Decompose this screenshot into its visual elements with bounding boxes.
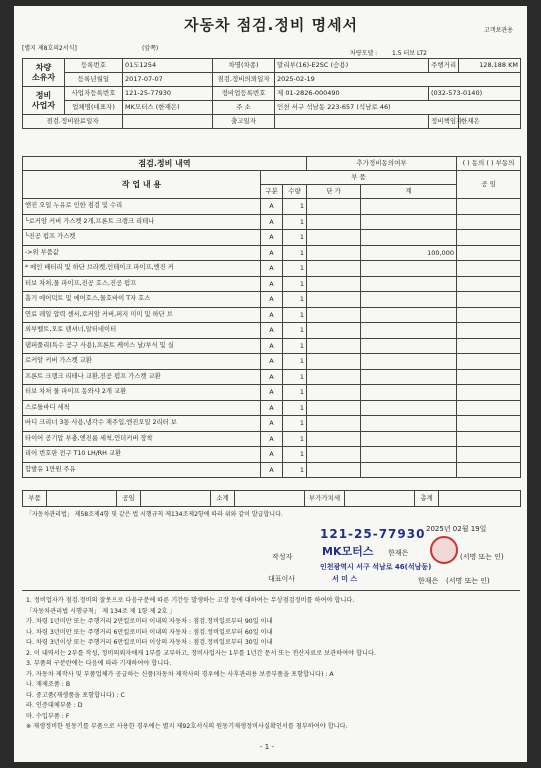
table-row: [23, 369, 521, 385]
vat-label: 부가가치세: [305, 491, 345, 507]
unit-price-cell: [307, 230, 361, 246]
consent-options: [457, 157, 521, 171]
qty-cell: 1: [283, 385, 307, 401]
work-desc-cell: 바디 크리너 3통 사용,냉각수 재주입,엔진오일 2리터 보: [23, 416, 261, 432]
part-type-cell: A: [261, 369, 283, 385]
work-desc-cell: * 메인 배터리 및 하단 브라켓,인테이크 파이프,엔진 커: [23, 261, 261, 277]
labor-cell: [457, 416, 521, 432]
table-row: [23, 400, 521, 416]
labor-cell: [457, 338, 521, 354]
work-desc-cell: 프론트 크랭크 리테나 교환,진공 펌프 가스켓 교환: [23, 369, 261, 385]
vehicle-model-value: 1.5 터보 LT2: [392, 50, 427, 57]
subtotal-label: 소계: [211, 491, 235, 507]
unit-price-cell: [307, 385, 361, 401]
work-desc-cell: 리어 번호판 전구 T10 LH/RH 교환: [23, 447, 261, 463]
unit-price-cell: [307, 292, 361, 308]
part-type-cell: A: [261, 230, 283, 246]
address-label: 주 소: [213, 101, 275, 115]
work-desc-cell: 로커암 커버 가스켓 교환: [23, 354, 261, 370]
grand-total-label: 총계: [415, 491, 439, 507]
mileage-value: 128,188 KM: [459, 59, 521, 73]
release-date-label: 출고일자: [213, 115, 275, 129]
maint-date-value: 2025-02-19: [275, 73, 521, 87]
unit-price-cell: [307, 447, 361, 463]
table-row: [23, 261, 521, 277]
issue-date: 2025년 02월 19일: [426, 525, 487, 533]
table-row: [23, 462, 521, 478]
amount-cell: [361, 292, 457, 308]
table-row: [23, 307, 521, 323]
total-parts-value: [47, 491, 117, 507]
note-line: 1. 정비업자가 점검.정비의 잘못으로 다음구분에 따른 기간등 발생하는 고장 등에 대하여는 무상점검정비를 하여야 합니다.: [26, 597, 355, 604]
work-desc-cell: 외부벨트,오토 텐셔너,알터네이터: [23, 323, 261, 339]
amount-cell: [361, 338, 457, 354]
total-labor-label: 공임: [117, 491, 141, 507]
labor-cell: [457, 276, 521, 292]
unit-price-cell: [307, 261, 361, 277]
unit-price-cell: [307, 199, 361, 215]
subtotal-value: [235, 491, 305, 507]
part-type-cell: A: [261, 431, 283, 447]
qty-cell: 1: [283, 292, 307, 308]
owner-section-label: 차량 소유자: [23, 59, 65, 87]
address-value: 인천 서구 석남동 223-657 (석남로 46): [275, 101, 521, 115]
notes-divider: [22, 590, 520, 591]
qty-cell: 1: [283, 276, 307, 292]
model-label: 차명(차종): [213, 59, 275, 73]
unit-price-cell: [307, 369, 361, 385]
work-desc-cell: └로커암 커버 가스켓 2개,프론트 크랭크 리테나: [23, 214, 261, 230]
work-desc-cell: 엔진 오일 누유로 인한 점검 및 수리: [23, 199, 261, 215]
part-type-cell: A: [261, 416, 283, 432]
note-line: 가. 차령 1년미만 또는 주행거리 2만킬로미터 이내의 자동차 : 점검.정비일로부터 90일 이내: [26, 618, 273, 625]
unit-price-cell: [307, 214, 361, 230]
work-items-table: [22, 156, 521, 478]
qty-cell: 1: [283, 400, 307, 416]
labor-cell: [457, 400, 521, 416]
table-row: [23, 447, 521, 463]
extra-consent-label: 추가정비동의여부: [307, 157, 457, 171]
copy-label: 고객보관용: [484, 27, 513, 34]
writer-name: 한재은: [388, 549, 409, 557]
table-row: [23, 323, 521, 339]
qty-cell: 1: [283, 230, 307, 246]
sign-or-seal-1: (서명 또는 인): [460, 553, 504, 561]
labor-cell: [457, 214, 521, 230]
table-row: [23, 338, 521, 354]
part-type-cell: A: [261, 214, 283, 230]
part-type-cell: A: [261, 292, 283, 308]
part-type-cell: A: [261, 199, 283, 215]
part-type-cell: A: [261, 261, 283, 277]
qty-cell: 1: [283, 416, 307, 432]
table-row: [23, 416, 521, 432]
note-line: 「자동차관리법 시행규칙」 제 134조 제 1항 제 2호 」: [26, 607, 176, 615]
shop-reg-label: 정비업등록번호: [213, 87, 275, 101]
note-line: 가. 자동차 제작사 및 부품업체가 공급하는 신품(자동차 제작사의 경우에는 사후관리용 보증부품을 포함합니다) : A: [26, 670, 334, 678]
note-line: 다. 차령 3년이상 또는 주행거리 6만킬로미터 이상의 자동차 : 점검.정비일로부터 30일 이내: [26, 639, 273, 646]
work-desc-cell: └진공 펌프 가스켓: [23, 230, 261, 246]
part-type-cell: A: [261, 447, 283, 463]
amount-cell: [361, 431, 457, 447]
amount-cell: [361, 214, 457, 230]
col-amount-header: 계: [361, 185, 457, 199]
amount-cell: [361, 354, 457, 370]
table-row: [23, 214, 521, 230]
amount-cell: [361, 385, 457, 401]
writer-stamp: MK모터스: [322, 545, 374, 558]
col-unit-header: 단 가: [307, 185, 361, 199]
grand-total-value: [439, 491, 521, 507]
labor-cell: [457, 447, 521, 463]
part-type-cell: A: [261, 400, 283, 416]
note-line: 2. 이 내역서는 2부를 작성, 정비의뢰자에게 1부를 교부하고, 정비사업자는 1부를 1년간 문서 또는 전산자료로 보관하여야 합니다.: [26, 649, 376, 657]
mileage-label: 주행거리: [429, 59, 459, 73]
unit-price-cell: [307, 431, 361, 447]
stamp-biz-no: 121-25-77930: [320, 527, 426, 541]
unit-price-cell: [307, 323, 361, 339]
address-stamp: 인천광역시 서구 석남로 46(석남동): [320, 563, 432, 571]
labor-cell: [457, 323, 521, 339]
header-info-table: [22, 58, 521, 129]
qty-cell: 1: [283, 431, 307, 447]
company-seal: [430, 536, 458, 564]
work-desc-cell: 합발유 1만원 주유: [23, 462, 261, 478]
qty-cell: 1: [283, 323, 307, 339]
qty-cell: 1: [283, 261, 307, 277]
labor-cell: [457, 385, 521, 401]
amount-cell: [361, 261, 457, 277]
amount-cell: [361, 230, 457, 246]
table-row: [23, 230, 521, 246]
work-desc-cell: 터보 차처 물 파이프 동와샤 2개 교환: [23, 385, 261, 401]
page-number: - 1 -: [260, 743, 274, 751]
qty-cell: 1: [283, 245, 307, 261]
unit-price-cell: [307, 338, 361, 354]
table-row: [23, 199, 521, 215]
part-type-cell: A: [261, 245, 283, 261]
note-line: 나. 차령 3년미만 또는 주행거리 6만킬로미터 이내의 자동차 : 점검.정비일로부터 60일 이내: [26, 628, 273, 636]
unit-price-cell: [307, 354, 361, 370]
part-type-cell: A: [261, 307, 283, 323]
amount-cell: [361, 462, 457, 478]
work-desc-cell: 흡기 에어덕트 및 에어호스,물호바이 T자 호스: [23, 292, 261, 308]
labor-cell: [457, 307, 521, 323]
maint-date-label: 점검.정비의뢰일자: [213, 73, 275, 87]
front-label: (앞쪽): [142, 45, 159, 52]
amount-cell: [361, 323, 457, 339]
labor-cell: [457, 354, 521, 370]
sign-or-seal-2: (서명 또는 인): [446, 577, 490, 585]
qty-cell: 1: [283, 462, 307, 478]
unit-price-cell: [307, 245, 361, 261]
unit-price-cell: [307, 400, 361, 416]
col-qty-header: 수량: [283, 185, 307, 199]
parts-header: 부 품: [261, 171, 457, 185]
shop-reg-value: 제 01-2826-000490: [275, 87, 429, 101]
amount-cell: [361, 416, 457, 432]
labor-header: 공 임: [457, 171, 521, 199]
reg-no-value: 01도1254: [123, 59, 213, 73]
unit-price-cell: [307, 307, 361, 323]
vat-value: [345, 491, 415, 507]
form-number: [별지 제8호의2서식]: [22, 45, 77, 52]
amount-cell: [361, 447, 457, 463]
amount-cell: [361, 199, 457, 215]
table-row: [23, 292, 521, 308]
labor-cell: [457, 431, 521, 447]
writer-label: 작성자: [272, 553, 293, 561]
work-desc-cell: ->위 부품값: [23, 245, 261, 261]
labor-cell: [457, 245, 521, 261]
labor-cell: [457, 261, 521, 277]
qty-cell: 1: [283, 369, 307, 385]
qty-cell: 1: [283, 338, 307, 354]
part-type-cell: A: [261, 323, 283, 339]
col-type-header: 구분: [261, 185, 283, 199]
representative-name: 한재은: [418, 577, 439, 585]
representative-stamp: 서 미 스: [332, 575, 358, 583]
representative-label: 대표이사: [268, 575, 296, 583]
phone-value: (032-573-0140): [429, 87, 521, 101]
totals-table: [22, 490, 521, 507]
unit-price-cell: [307, 276, 361, 292]
table-row: [23, 431, 521, 447]
work-desc-cell: 댐퍼풀리(특수 공구 사용),프론트 케이스 날/부식 및 실: [23, 338, 261, 354]
labor-cell: [457, 230, 521, 246]
manager-label: 정비책임자: [429, 115, 459, 129]
biz-no-value: 121-25-77930: [123, 87, 213, 101]
note-line: 나. 재제조품 : B: [26, 681, 71, 688]
labor-cell: [457, 369, 521, 385]
work-desc-cell: 터보 차처,물 파이프,진공 호스,진공 펌프: [23, 276, 261, 292]
table-row: [23, 276, 521, 292]
completion-date-label: 점검.정비완료일자: [23, 115, 123, 129]
amount-cell: [361, 369, 457, 385]
model-value: 말리부(16)-E2SC (승용): [275, 59, 429, 73]
disagree-option: ( ) 부동의: [486, 159, 515, 168]
business-section-label: 정비 사업자: [23, 87, 65, 115]
reg-date-value: 2017-07-07: [123, 73, 213, 87]
amount-cell: [361, 400, 457, 416]
note-line: 라. 인증대체부품 : D: [26, 702, 83, 709]
labor-cell: [457, 292, 521, 308]
completion-date-value: [123, 115, 213, 129]
total-parts-label: 부품: [23, 491, 47, 507]
amount-cell: [361, 276, 457, 292]
release-date-value: [275, 115, 429, 129]
total-labor-value: [141, 491, 211, 507]
maintenance-statement-document: [14, 6, 527, 762]
qty-cell: 1: [283, 307, 307, 323]
part-type-cell: A: [261, 462, 283, 478]
manager-value: 한재은: [459, 115, 521, 129]
work-desc-cell: 스로틀바디 세척: [23, 400, 261, 416]
note-line: 3. 부품의 구분란에는 다음에 따라 기재하여야 합니다.: [26, 660, 172, 667]
part-type-cell: A: [261, 385, 283, 401]
note-line: ※ 재생정비한 원동기를 부품으로 사용한 경우에는 별지 제92호서식의 원동기재생정비사실확인서를 첨부하여야 합니다.: [26, 723, 348, 730]
part-type-cell: A: [261, 338, 283, 354]
work-desc-cell: 연료 레일 압력 센서,로커암 커버,퍼지 미미 및 하단 브: [23, 307, 261, 323]
unit-price-cell: [307, 416, 361, 432]
qty-cell: 1: [283, 214, 307, 230]
notes-block: [26, 596, 520, 733]
qty-cell: 1: [283, 199, 307, 215]
amount-cell: [361, 307, 457, 323]
table-row: [23, 385, 521, 401]
agree-option: ( ) 동의: [462, 159, 485, 168]
work-items-header: 작 업 내 용: [23, 171, 261, 199]
company-value: MK모터스 (한재은): [123, 101, 213, 115]
table-row: [23, 354, 521, 370]
note-line: 마. 수입부품 : F: [26, 712, 70, 720]
labor-cell: [457, 199, 521, 215]
table-row: [23, 245, 521, 261]
note-line: 다. 중고품(재생품을 포함합니다) : C: [26, 691, 125, 699]
unit-price-cell: [307, 462, 361, 478]
company-label: 업체명(대표자): [65, 101, 123, 115]
work-desc-cell: 타이어 공기압 부충,엔진룸 세척,언더커버 장착: [23, 431, 261, 447]
work-details-label: 점검.정비 내역: [23, 157, 307, 171]
vehicle-model-label: 차량모델 :: [350, 50, 378, 57]
biz-no-label: 사업자등록번호: [65, 87, 123, 101]
reg-no-label: 등록번호: [65, 59, 123, 73]
qty-cell: 1: [283, 447, 307, 463]
part-type-cell: A: [261, 276, 283, 292]
amount-cell: 100,000: [361, 245, 457, 261]
document-title: 자동차 점검.정비 명세서: [184, 16, 359, 34]
law-text: 「자동차관리법」 제58조제4항 및 같은 법 시행규칙 제134조제2항에 따라 위와 같이 발급합니다.: [26, 511, 283, 518]
qty-cell: 1: [283, 354, 307, 370]
part-type-cell: A: [261, 354, 283, 370]
labor-cell: [457, 462, 521, 478]
reg-date-label: 등록년월일: [65, 73, 123, 87]
